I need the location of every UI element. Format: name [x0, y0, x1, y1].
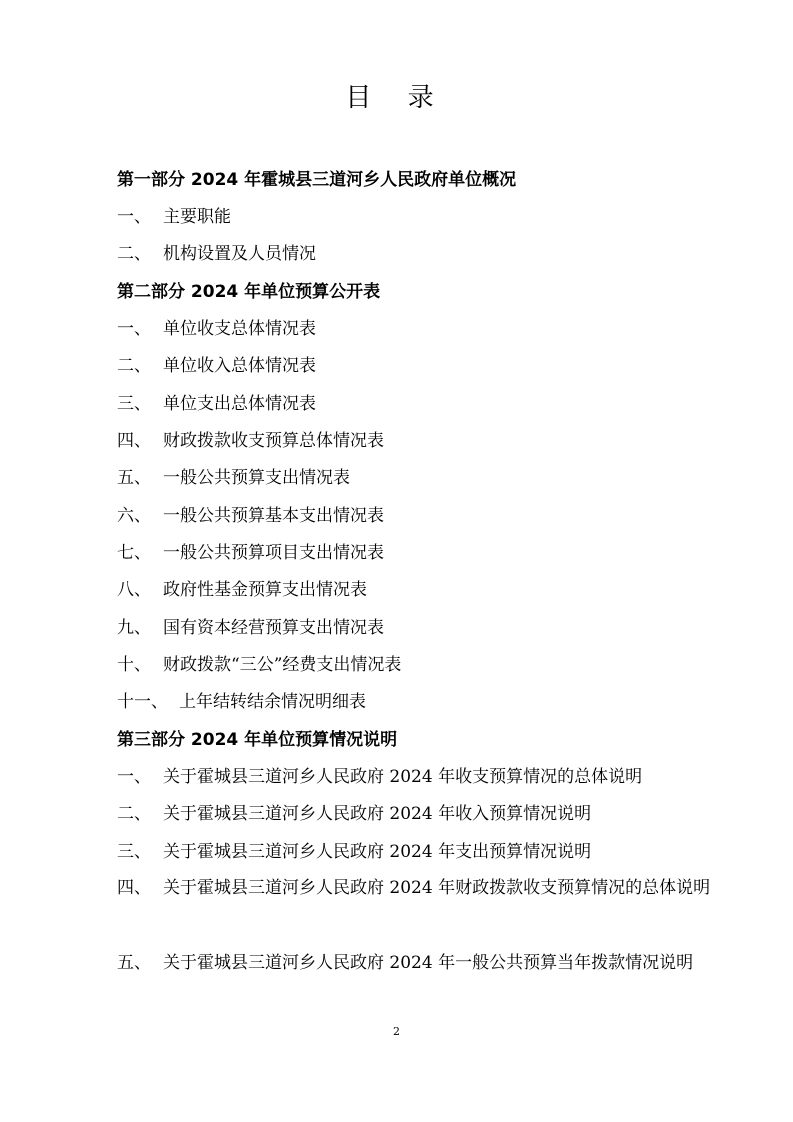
toc-item [117, 317, 316, 341]
toc-item-number: 三、 [117, 842, 151, 862]
toc-item-label: 关于霍城县三道河乡人民政府 2024 年收入预算情况说明 [163, 804, 592, 824]
toc-item-number: 八、 [117, 580, 151, 600]
toc-item [117, 504, 384, 528]
page-number: 2 [393, 1025, 400, 1038]
toc-item [117, 690, 366, 714]
page-title: 目 录 [345, 83, 448, 113]
toc-item-number: 四、 [117, 431, 151, 451]
toc-item-label: 一般公共预算项目支出情况表 [163, 543, 384, 563]
toc-item [117, 466, 350, 490]
part1-heading: 第一部分 2024 年霍城县三道河乡人民政府单位概况 [117, 170, 517, 190]
toc-item-label: 一般公共预算基本支出情况表 [163, 506, 384, 526]
toc-item-number: 七、 [117, 543, 151, 563]
toc-item [117, 541, 384, 565]
toc-item-number: 十、 [117, 655, 151, 675]
toc-item-label: 关于霍城县三道河乡人民政府 2024 年财政拨款收支预算情况的总体说明 [163, 878, 711, 898]
toc-item-number: 五、 [117, 468, 151, 488]
toc-item [117, 354, 316, 378]
toc-item [117, 429, 384, 453]
toc-item-number: 一、 [117, 767, 151, 787]
toc-item [117, 205, 231, 229]
toc-item-number: 六、 [117, 506, 151, 526]
toc-item-label: 国有资本经营预算支出情况表 [163, 618, 384, 638]
toc-item [117, 578, 367, 602]
toc-item-number: 四、 [117, 878, 151, 898]
toc-item [117, 840, 591, 864]
toc-item-number: 三、 [117, 394, 151, 414]
toc-item-number: 九、 [117, 618, 151, 638]
toc-item-number: 二、 [117, 356, 151, 376]
toc-item-label: 政府性基金预算支出情况表 [163, 580, 367, 600]
part3-heading: 第三部分 2024 年单位预算情况说明 [117, 730, 398, 750]
toc-item-number: 十一、 [117, 692, 168, 712]
toc-item [117, 653, 401, 677]
part2-heading: 第二部分 2024 年单位预算公开表 [117, 282, 381, 302]
toc-item-label: 一般公共预算支出情况表 [163, 468, 350, 488]
toc-item-label: 机构设置及人员情况 [163, 244, 316, 264]
toc-item [117, 765, 642, 789]
toc-item-number: 一、 [117, 207, 151, 227]
toc-item-label: 单位收支总体情况表 [163, 319, 316, 339]
toc-item [80, 870, 720, 907]
toc-item-label: 主要职能 [163, 207, 231, 227]
toc-item [117, 802, 591, 826]
toc-item-label: 上年结转结余情况明细表 [179, 692, 366, 712]
toc-item-label: 单位支出总体情况表 [163, 394, 316, 414]
toc-item [117, 392, 316, 416]
toc-item [80, 945, 720, 982]
toc-item [117, 616, 384, 640]
toc-item-label: 关于霍城县三道河乡人民政府 2024 年支出预算情况说明 [163, 842, 592, 862]
toc-item-number: 五、 [117, 953, 151, 973]
toc-item-label: 财政拨款“三公”经费支出情况表 [163, 655, 402, 675]
toc-item-number: 一、 [117, 319, 151, 339]
toc-item-label: 单位收入总体情况表 [163, 356, 316, 376]
toc-item-label: 关于霍城县三道河乡人民政府 2024 年收支预算情况的总体说明 [163, 767, 643, 787]
toc-item-number: 二、 [117, 244, 151, 264]
toc-item-label: 财政拨款收支预算总体情况表 [163, 431, 384, 451]
toc-item-number: 二、 [117, 804, 151, 824]
toc-item-label: 关于霍城县三道河乡人民政府 2024 年一般公共预算当年拨款情况说明 [163, 953, 694, 973]
toc-item [117, 242, 316, 266]
